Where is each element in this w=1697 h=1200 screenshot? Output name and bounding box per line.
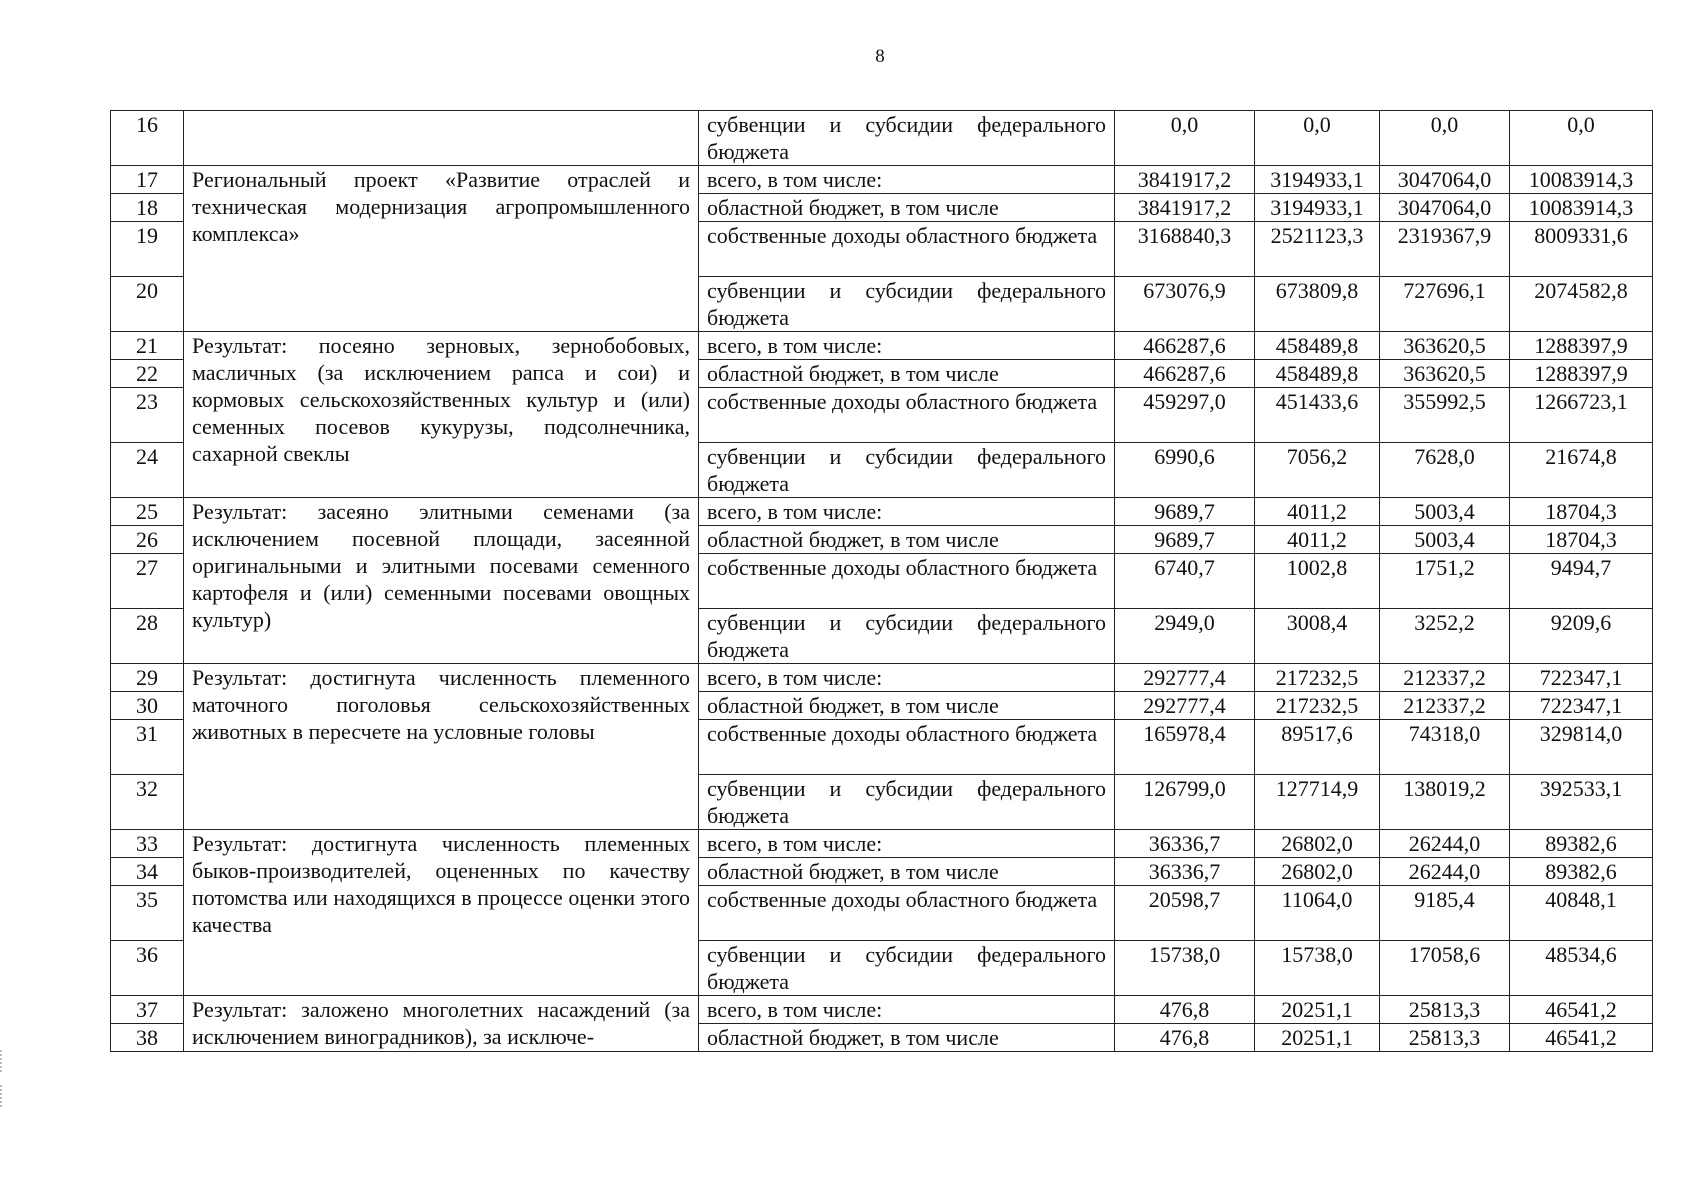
amount-cell: 6740,7 <box>1115 554 1255 609</box>
funding-source: всего, в том числе: <box>699 498 1115 526</box>
amount-cell: 727696,1 <box>1380 277 1510 332</box>
row-number: 22 <box>111 360 184 388</box>
scan-edge-mark <box>0 1085 4 1107</box>
funding-source: всего, в том числе: <box>699 664 1115 692</box>
amount-cell: 10083914,3 <box>1510 166 1653 194</box>
row-number: 19 <box>111 222 184 277</box>
amount-cell: 4011,2 <box>1255 498 1380 526</box>
project-description: Результат: заложено многолетних насаждений (за исключением виноградников), за исключе- <box>184 996 699 1052</box>
amount-cell: 722347,1 <box>1510 664 1653 692</box>
amount-cell: 20251,1 <box>1255 1024 1380 1052</box>
amount-cell: 9185,4 <box>1380 886 1510 941</box>
row-number: 24 <box>111 443 184 498</box>
table-row <box>111 830 1653 858</box>
amount-cell: 26802,0 <box>1255 830 1380 858</box>
table-row <box>111 664 1653 692</box>
row-number: 16 <box>111 111 184 166</box>
amount-cell: 18704,3 <box>1510 526 1653 554</box>
budget-table <box>110 110 1653 1052</box>
amount-cell: 15738,0 <box>1115 941 1255 996</box>
amount-cell: 89517,6 <box>1255 720 1380 775</box>
amount-cell: 26244,0 <box>1380 858 1510 886</box>
funding-source: собственные доходы областного бюджета <box>699 554 1115 609</box>
row-number: 31 <box>111 720 184 775</box>
row-number: 35 <box>111 886 184 941</box>
amount-cell: 20598,7 <box>1115 886 1255 941</box>
funding-source: субвенции и субсидии федерального бюджета <box>699 277 1115 332</box>
amount-cell: 466287,6 <box>1115 360 1255 388</box>
amount-cell: 1288397,9 <box>1510 360 1653 388</box>
row-number: 18 <box>111 194 184 222</box>
funding-source: всего, в том числе: <box>699 332 1115 360</box>
amount-cell: 3252,2 <box>1380 609 1510 664</box>
funding-source: собственные доходы областного бюджета <box>699 222 1115 277</box>
table-row <box>111 111 1653 166</box>
row-number: 29 <box>111 664 184 692</box>
amount-cell: 15738,0 <box>1255 941 1380 996</box>
amount-cell: 392533,1 <box>1510 775 1653 830</box>
page-number: 8 <box>875 46 885 67</box>
amount-cell: 673809,8 <box>1255 277 1380 332</box>
row-number: 23 <box>111 388 184 443</box>
funding-source: собственные доходы областного бюджета <box>699 720 1115 775</box>
amount-cell: 363620,5 <box>1380 360 1510 388</box>
amount-cell: 1751,2 <box>1380 554 1510 609</box>
row-number: 36 <box>111 941 184 996</box>
project-description: Региональный проект «Развитие отраслей и техническая модернизация агропромышленного комплекса» <box>184 166 699 332</box>
amount-cell: 25813,3 <box>1380 996 1510 1024</box>
amount-cell: 673076,9 <box>1115 277 1255 332</box>
amount-cell: 8009331,6 <box>1510 222 1653 277</box>
amount-cell: 46541,2 <box>1510 996 1653 1024</box>
amount-cell: 458489,8 <box>1255 332 1380 360</box>
amount-cell: 21674,8 <box>1510 443 1653 498</box>
amount-cell: 7056,2 <box>1255 443 1380 498</box>
row-number: 25 <box>111 498 184 526</box>
amount-cell: 3008,4 <box>1255 609 1380 664</box>
funding-source: областной бюджет, в том числе <box>699 526 1115 554</box>
amount-cell: 17058,6 <box>1380 941 1510 996</box>
amount-cell: 212337,2 <box>1380 664 1510 692</box>
amount-cell: 74318,0 <box>1380 720 1510 775</box>
amount-cell: 6990,6 <box>1115 443 1255 498</box>
amount-cell: 46541,2 <box>1510 1024 1653 1052</box>
funding-source: областной бюджет, в том числе <box>699 1024 1115 1052</box>
funding-source: всего, в том числе: <box>699 996 1115 1024</box>
funding-source: областной бюджет, в том числе <box>699 858 1115 886</box>
funding-source: субвенции и субсидии федерального бюджета <box>699 111 1115 166</box>
amount-cell: 459297,0 <box>1115 388 1255 443</box>
amount-cell: 3194933,1 <box>1255 194 1380 222</box>
row-number: 33 <box>111 830 184 858</box>
amount-cell: 26244,0 <box>1380 830 1510 858</box>
amount-cell: 2949,0 <box>1115 609 1255 664</box>
table-row <box>111 996 1653 1024</box>
scan-edge-mark <box>0 1050 4 1072</box>
amount-cell: 1266723,1 <box>1510 388 1653 443</box>
project-description: Результат: достигнута численность племенных быков-производителей, оцененных по качеству потомства или находящихся в процессе оценки этого качества <box>184 830 699 996</box>
amount-cell: 26802,0 <box>1255 858 1380 886</box>
amount-cell: 126799,0 <box>1115 775 1255 830</box>
amount-cell: 25813,3 <box>1380 1024 1510 1052</box>
funding-source: областной бюджет, в том числе <box>699 692 1115 720</box>
amount-cell: 2319367,9 <box>1380 222 1510 277</box>
amount-cell: 9209,6 <box>1510 609 1653 664</box>
amount-cell: 1002,8 <box>1255 554 1380 609</box>
funding-source: областной бюджет, в том числе <box>699 360 1115 388</box>
funding-source: субвенции и субсидии федерального бюджета <box>699 609 1115 664</box>
amount-cell: 10083914,3 <box>1510 194 1653 222</box>
amount-cell: 89382,6 <box>1510 830 1653 858</box>
amount-cell: 9689,7 <box>1115 526 1255 554</box>
amount-cell: 363620,5 <box>1380 332 1510 360</box>
table-row <box>111 498 1653 526</box>
table-row <box>111 332 1653 360</box>
amount-cell: 458489,8 <box>1255 360 1380 388</box>
amount-cell: 20251,1 <box>1255 996 1380 1024</box>
amount-cell: 0,0 <box>1380 111 1510 166</box>
funding-source: всего, в том числе: <box>699 166 1115 194</box>
amount-cell: 165978,4 <box>1115 720 1255 775</box>
row-number: 17 <box>111 166 184 194</box>
row-number: 26 <box>111 526 184 554</box>
row-number: 28 <box>111 609 184 664</box>
amount-cell: 3047064,0 <box>1380 166 1510 194</box>
amount-cell: 40848,1 <box>1510 886 1653 941</box>
amount-cell: 0,0 <box>1255 111 1380 166</box>
amount-cell: 292777,4 <box>1115 692 1255 720</box>
amount-cell: 3168840,3 <box>1115 222 1255 277</box>
amount-cell: 36336,7 <box>1115 830 1255 858</box>
amount-cell: 127714,9 <box>1255 775 1380 830</box>
row-number: 34 <box>111 858 184 886</box>
amount-cell: 36336,7 <box>1115 858 1255 886</box>
amount-cell: 217232,5 <box>1255 664 1380 692</box>
funding-source: собственные доходы областного бюджета <box>699 886 1115 941</box>
funding-source: субвенции и субсидии федерального бюджета <box>699 443 1115 498</box>
amount-cell: 3841917,2 <box>1115 194 1255 222</box>
project-description <box>184 111 699 166</box>
amount-cell: 292777,4 <box>1115 664 1255 692</box>
project-description: Результат: посеяно зерновых, зернобобовых, масличных (за исключением рапса и сои) и кормовых сельскохозяйственных культур и (или) семенных посевов кукурузы, подсолнечника, сахарной свеклы <box>184 332 699 498</box>
funding-source: субвенции и субсидии федерального бюджета <box>699 941 1115 996</box>
amount-cell: 2521123,3 <box>1255 222 1380 277</box>
row-number: 38 <box>111 1024 184 1052</box>
amount-cell: 7628,0 <box>1380 443 1510 498</box>
amount-cell: 89382,6 <box>1510 858 1653 886</box>
amount-cell: 5003,4 <box>1380 526 1510 554</box>
row-number: 21 <box>111 332 184 360</box>
amount-cell: 3047064,0 <box>1380 194 1510 222</box>
row-number: 20 <box>111 277 184 332</box>
amount-cell: 9689,7 <box>1115 498 1255 526</box>
amount-cell: 329814,0 <box>1510 720 1653 775</box>
amount-cell: 11064,0 <box>1255 886 1380 941</box>
row-number: 37 <box>111 996 184 1024</box>
funding-source: областной бюджет, в том числе <box>699 194 1115 222</box>
amount-cell: 0,0 <box>1510 111 1653 166</box>
amount-cell: 9494,7 <box>1510 554 1653 609</box>
amount-cell: 0,0 <box>1115 111 1255 166</box>
row-number: 30 <box>111 692 184 720</box>
funding-source: собственные доходы областного бюджета <box>699 388 1115 443</box>
amount-cell: 1288397,9 <box>1510 332 1653 360</box>
amount-cell: 5003,4 <box>1380 498 1510 526</box>
amount-cell: 476,8 <box>1115 996 1255 1024</box>
row-number: 27 <box>111 554 184 609</box>
table-row <box>111 166 1653 194</box>
amount-cell: 2074582,8 <box>1510 277 1653 332</box>
amount-cell: 3841917,2 <box>1115 166 1255 194</box>
row-number: 32 <box>111 775 184 830</box>
amount-cell: 217232,5 <box>1255 692 1380 720</box>
project-description: Результат: достигнута численность племенного маточного поголовья сельскохозяйственных животных в пересчете на условные головы <box>184 664 699 830</box>
funding-source: всего, в том числе: <box>699 830 1115 858</box>
project-description: Результат: засеяно элитными семенами (за исключением посевной площади, засеянной оригинальными и элитными посевами семенного картофеля и (или) семенными посевами овощных культур) <box>184 498 699 664</box>
amount-cell: 48534,6 <box>1510 941 1653 996</box>
amount-cell: 4011,2 <box>1255 526 1380 554</box>
amount-cell: 451433,6 <box>1255 388 1380 443</box>
amount-cell: 355992,5 <box>1380 388 1510 443</box>
amount-cell: 722347,1 <box>1510 692 1653 720</box>
funding-source: субвенции и субсидии федерального бюджета <box>699 775 1115 830</box>
amount-cell: 476,8 <box>1115 1024 1255 1052</box>
amount-cell: 18704,3 <box>1510 498 1653 526</box>
amount-cell: 212337,2 <box>1380 692 1510 720</box>
amount-cell: 3194933,1 <box>1255 166 1380 194</box>
amount-cell: 138019,2 <box>1380 775 1510 830</box>
amount-cell: 466287,6 <box>1115 332 1255 360</box>
